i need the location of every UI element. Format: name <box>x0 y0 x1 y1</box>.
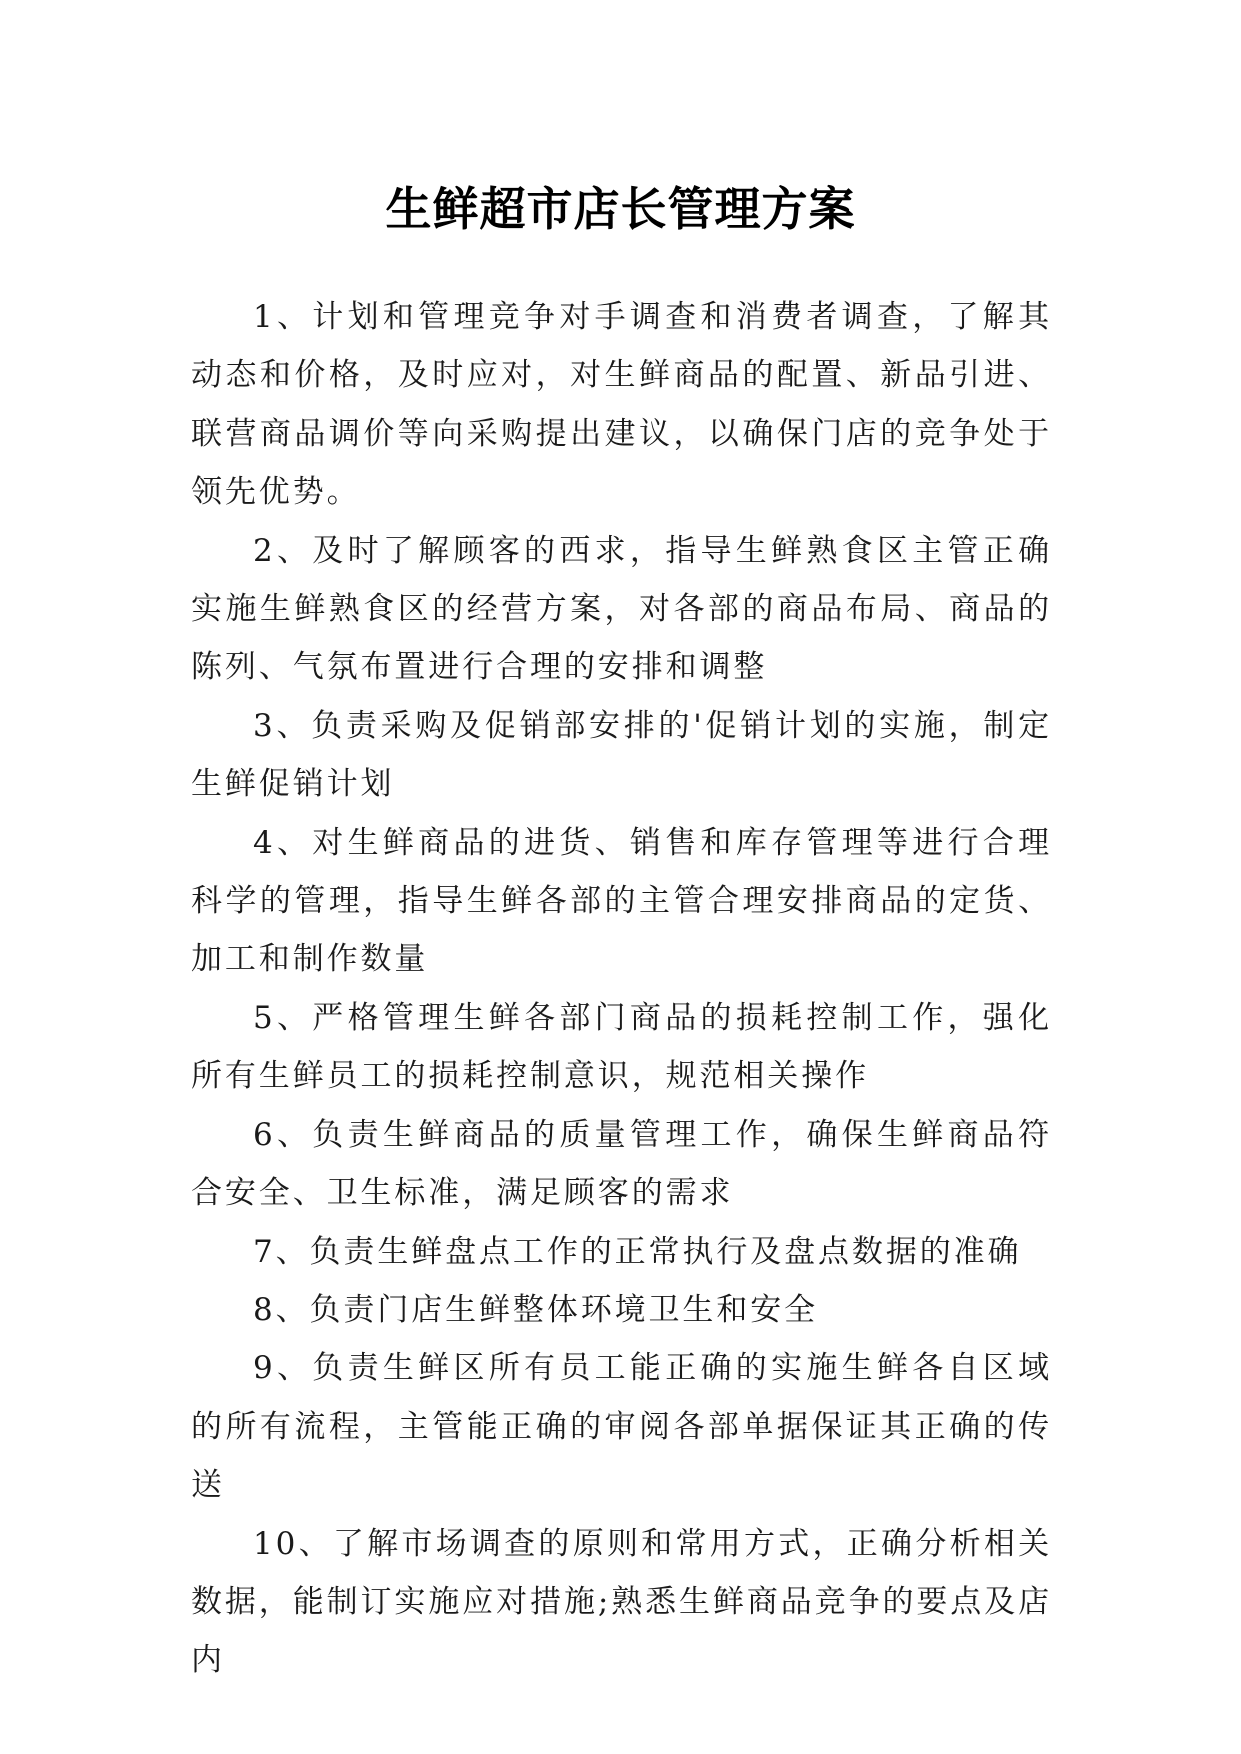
paragraph-1: 1、计划和管理竞争对手调查和消费者调查，了解其动态和价格，及时应对，对生鲜商品的配置、新品引进、联营商品调价等向采购提出建议，以确保门店的竞争处于领先优势。 <box>191 299 1052 511</box>
paragraph-3: 3、负责采购及促销部安排的'促销计划的实施，制定生鲜促销计划 <box>191 707 1052 803</box>
document-title: 生鲜超市店长管理方案 <box>385 181 856 236</box>
paragraph-5: 5、严格管理生鲜各部门商品的损耗控制工作，强化所有生鲜员工的损耗控制意识，规范相关操作 <box>191 999 1052 1095</box>
paragraph-2: 2、及时了解顾客的西求，指导生鲜熟食区主管正确实施生鲜熟食区的经营方案，对各部的商品布局、商品的陈列、气氛布置进行合理的安排和调整 <box>191 532 1052 686</box>
paragraph-8: 8、负责门店生鲜整体环境卫生和安全 <box>253 1291 819 1328</box>
paragraph-10: 10、了解市场调查的原则和常用方式，正确分析相关数据，能制订实施应对措施;熟悉生鲜商品竞争的要点及店内 <box>191 1525 1052 1679</box>
paragraph-7: 7、负责生鲜盘点工作的正常执行及盘点数据的准确 <box>253 1233 1022 1270</box>
paragraph-9: 9、负责生鲜区所有员工能正确的实施生鲜各自区域的所有流程，主管能正确的审阅各部单据保证其正确的传送 <box>191 1350 1052 1504</box>
document-body <box>191 288 1052 1690</box>
paragraph-4: 4、对生鲜商品的进货、销售和库存管理等进行合理科学的管理，指导生鲜各部的主管合理安排商品的定货、加工和制作数量 <box>191 824 1052 978</box>
paragraph-6: 6、负责生鲜商品的质量管理工作，确保生鲜商品符合安全、卫生标准，满足顾客的需求 <box>191 1116 1052 1212</box>
